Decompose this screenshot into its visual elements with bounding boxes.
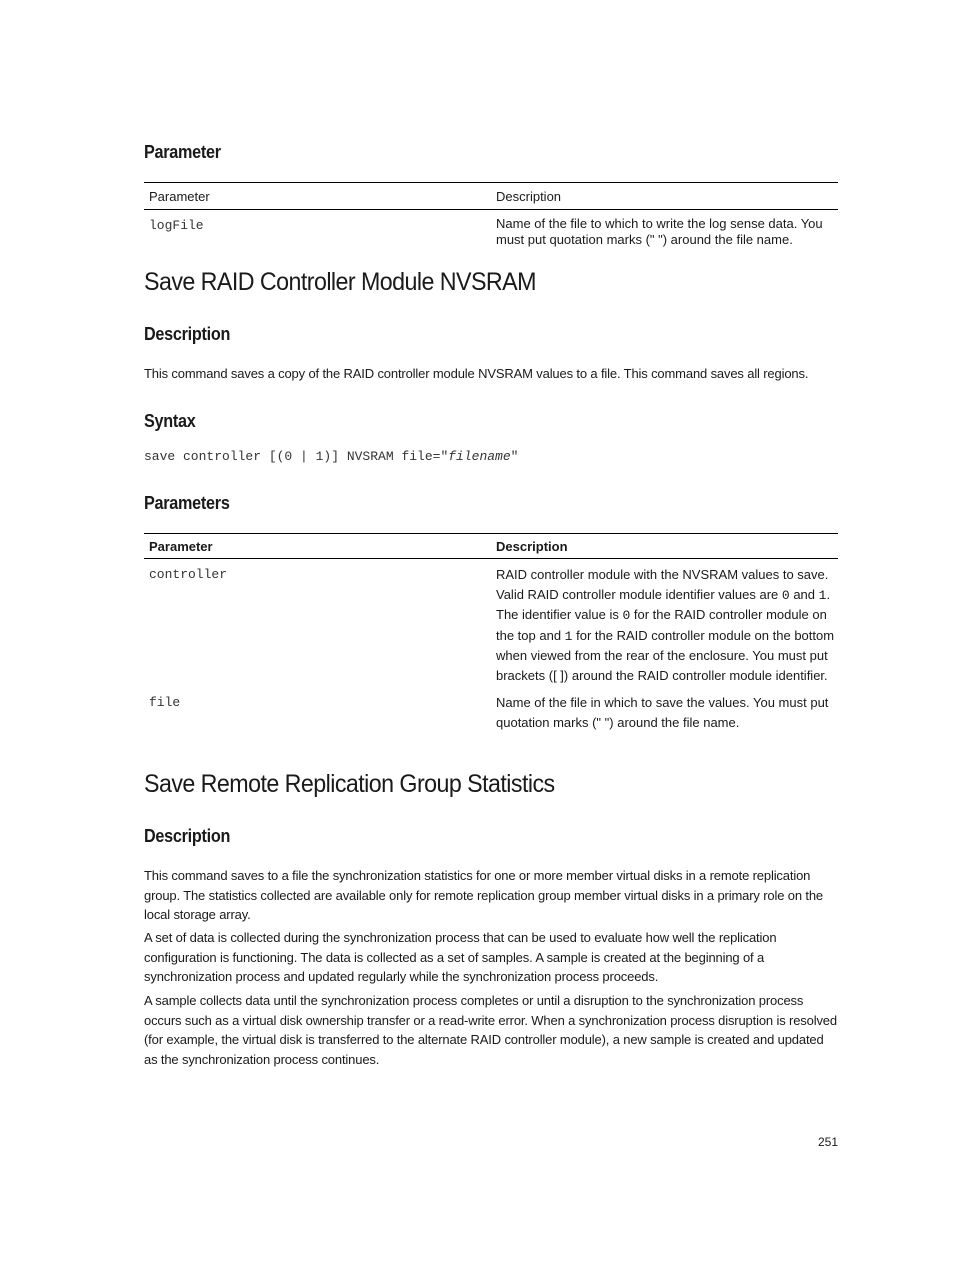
parameters-heading: Parameters xyxy=(144,493,230,513)
description-heading: Description xyxy=(144,826,231,846)
param-name: logFile xyxy=(149,218,204,233)
desc-text: RAID controller module with the NVSRAM values to save. Valid RAID controller module identifier values are xyxy=(496,567,829,602)
table-row xyxy=(144,559,838,685)
description-heading: Description xyxy=(144,324,231,344)
logfile-parameter-table xyxy=(144,182,838,248)
desc-code: 1 xyxy=(818,587,827,603)
syntax-code-suffix: " xyxy=(510,449,519,464)
header-description: Description xyxy=(496,188,562,204)
page-number: 251 xyxy=(817,1135,838,1149)
syntax-code-filename: filename xyxy=(448,449,511,464)
desc-code: 0 xyxy=(622,608,631,623)
param-description xyxy=(491,565,838,685)
desc-code: 0 xyxy=(781,587,790,603)
paragraph: This command saves to a file the synchronization statistics for one or more member virtual disks in a remote replication group. The statistics collected are available only for remote replication group member virtual disks in a primary role on the local storage array. xyxy=(144,868,824,922)
table-header xyxy=(144,182,838,210)
paragraph: A set of data is collected during the synchronization process that can be used to evaluate how well the replication configuration is functioning. The data is collected as a set of samples. A sample is created at the beginning of a synchronization process and updated regularly while the synchronization process proceeds. xyxy=(144,930,777,984)
description-text: This command saves a copy of the RAID controller module NVSRAM values to a file. This command saves all regions. xyxy=(144,366,809,381)
section-title-nvsram: Save RAID Controller Module NVSRAM xyxy=(144,268,536,296)
desc-text: for the RAID controller module on the bottom when viewed from the rear of the enclosure. You must put brackets ([ ]) around the RAID controller module identifier. xyxy=(496,627,835,683)
header-parameter: Parameter xyxy=(149,188,210,204)
param-name: controller xyxy=(149,567,228,582)
desc-code: 1 xyxy=(564,628,573,644)
table-row xyxy=(144,210,838,248)
header-description: Description xyxy=(496,538,568,554)
desc-text: for the RAID controller module on the top and xyxy=(496,607,827,643)
syntax-code xyxy=(144,449,518,464)
syntax-code-prefix: save controller [(0 | 1)] NVSRAM file=" xyxy=(144,449,449,464)
param-description: Name of the file in which to save the values. You must put quotation marks (" ") around the file name. xyxy=(496,695,829,730)
header-parameter: Parameter xyxy=(149,538,213,554)
nvsram-parameters-table xyxy=(144,533,838,732)
table-header xyxy=(144,533,838,559)
syntax-heading: Syntax xyxy=(144,411,196,431)
desc-text: and xyxy=(789,586,819,602)
section-title-replication-statistics: Save Remote Replication Group Statistics xyxy=(144,770,555,798)
param-description: Name of the file to which to write the log sense data. You must put quotation marks (" ") around the file name. xyxy=(496,216,823,247)
desc-text: . The identifier value is xyxy=(496,586,831,622)
table-row xyxy=(144,685,838,732)
paragraph: A sample collects data until the synchronization process completes or until a disruption to the synchronization process occurs such as a virtual disk ownership transfer or a read-write error. When a synchronization process disruption is resolved (for example, the virtual disk is transferred to the alternate RAID controller module), a new sample is created and updated as the synchronization process continues. xyxy=(144,993,837,1067)
param-name: file xyxy=(149,695,181,710)
parameter-heading: Parameter xyxy=(144,142,221,162)
